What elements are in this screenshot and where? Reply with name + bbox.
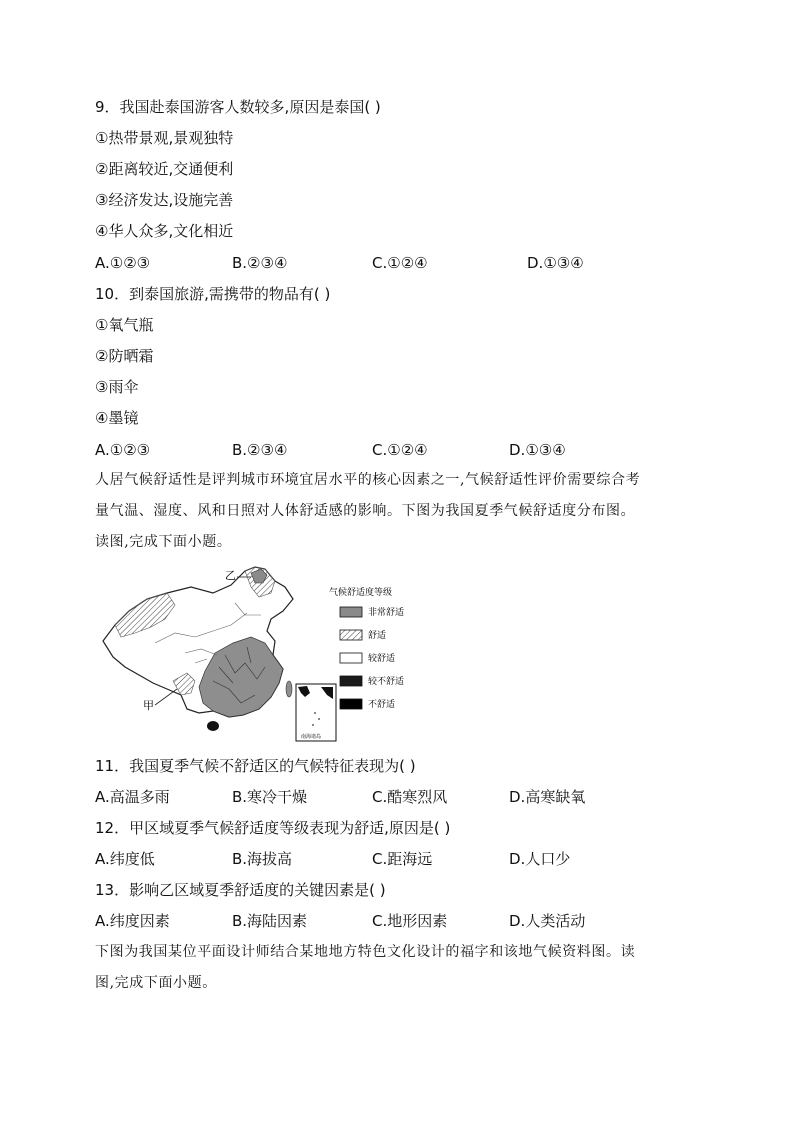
legend-swatch-fairly-comfortable xyxy=(340,653,362,663)
option-b[interactable]: B.海陆因素 xyxy=(232,912,308,930)
reading-passage-2 xyxy=(95,937,705,999)
legend-label-comfortable: 舒适 xyxy=(368,631,387,641)
pointer-jia xyxy=(155,689,177,705)
option-c[interactable]: C.距海远 xyxy=(372,850,433,868)
legend-swatch-comfortable xyxy=(340,630,362,640)
inset-islands xyxy=(318,718,320,720)
hainan-island xyxy=(207,721,219,731)
option-c[interactable]: C.①②④ xyxy=(372,254,428,272)
legend-label-fairly-comfortable: 较舒适 xyxy=(368,654,396,664)
option-d[interactable]: D.人类活动 xyxy=(509,912,586,930)
question-10-stem: 10．到泰国旅游,需携带的物品有( ) xyxy=(95,285,331,303)
option-a[interactable]: A.①②③ xyxy=(95,441,151,459)
inset-label: 南海诸岛 xyxy=(301,734,322,740)
inset-islands xyxy=(312,724,314,726)
passage-line: 量气温、湿度、风和日照对人体舒适感的影响。下图为我国夏季气候舒适度分布图。 xyxy=(95,503,636,519)
question-12-options xyxy=(95,849,715,869)
question-10-item-2: ②防晒霜 xyxy=(95,347,154,365)
legend-label-very-comfortable: 非常舒适 xyxy=(368,608,405,618)
question-10-options xyxy=(95,440,715,460)
option-b[interactable]: B.寒冷干燥 xyxy=(232,788,308,806)
question-10-item-1: ①氧气瓶 xyxy=(95,316,154,334)
option-a[interactable]: A.纬度因素 xyxy=(95,912,170,930)
question-11-options xyxy=(95,787,715,807)
option-d[interactable]: D.人口少 xyxy=(509,850,571,868)
question-9-item-4: ④华人众多,文化相近 xyxy=(95,222,234,240)
legend-label-less-comfortable: 较不舒适 xyxy=(368,677,405,687)
option-a[interactable]: A.纬度低 xyxy=(95,850,155,868)
question-11-stem: 11．我国夏季气候不舒适区的气候特征表现为( ) xyxy=(95,757,416,775)
legend-label-uncomfortable: 不舒适 xyxy=(368,700,396,710)
option-b[interactable]: B.②③④ xyxy=(232,254,288,272)
question-9-item-1: ①热带景观,景观独特 xyxy=(95,129,234,147)
question-12-stem: 12．甲区域夏季气候舒适度等级表现为舒适,原因是( ) xyxy=(95,819,451,837)
option-b[interactable]: B.海拔高 xyxy=(232,850,293,868)
label-yi: 乙 xyxy=(225,569,236,582)
option-d[interactable]: D.①③④ xyxy=(527,254,584,272)
option-a[interactable]: A.①②③ xyxy=(95,254,151,272)
option-c[interactable]: C.地形因素 xyxy=(372,912,448,930)
passage-line: 人居气候舒适性是评判城市环境宜居水平的核心因素之一,气候舒适性评价需要综合考 xyxy=(95,472,641,488)
question-13-options xyxy=(95,911,715,931)
option-c[interactable]: C.酷寒烈风 xyxy=(372,788,448,806)
legend-title: 气候舒适度等级 xyxy=(329,588,393,598)
option-b[interactable]: B.②③④ xyxy=(232,441,288,459)
option-d[interactable]: D.高寒缺氧 xyxy=(509,788,586,806)
option-a[interactable]: A.高温多雨 xyxy=(95,788,170,806)
passage-line: 下图为我国某位平面设计师结合某地地方特色文化设计的福字和该地气候资料图。读 xyxy=(95,944,636,960)
question-10-item-4: ④墨镜 xyxy=(95,409,139,427)
taiwan-island xyxy=(286,681,292,697)
question-9-item-2: ②距离较近,交通便利 xyxy=(95,160,234,178)
question-9-options xyxy=(95,253,715,273)
legend-swatch-less-comfortable xyxy=(340,676,362,686)
legend-swatch-uncomfortable xyxy=(340,699,362,709)
china-summer-comfort-map xyxy=(95,563,425,745)
inset-islands xyxy=(314,712,316,714)
option-c[interactable]: C.①②④ xyxy=(372,441,428,459)
label-jia: 甲 xyxy=(143,699,154,712)
reading-passage-1 xyxy=(95,465,705,558)
question-9-stem: 9．我国赴泰国游客人数较多,原因是泰国( ) xyxy=(95,98,381,116)
question-10-item-3: ③雨伞 xyxy=(95,378,139,396)
legend-swatch-very-comfortable xyxy=(340,607,362,617)
passage-line: 图,完成下面小题。 xyxy=(95,975,217,991)
question-9-item-3: ③经济发达,设施完善 xyxy=(95,191,234,209)
passage-line: 读图,完成下面小题。 xyxy=(95,534,232,550)
option-d[interactable]: D.①③④ xyxy=(509,441,566,459)
question-13-stem: 13．影响乙区域夏季舒适度的关键因素是( ) xyxy=(95,881,386,899)
